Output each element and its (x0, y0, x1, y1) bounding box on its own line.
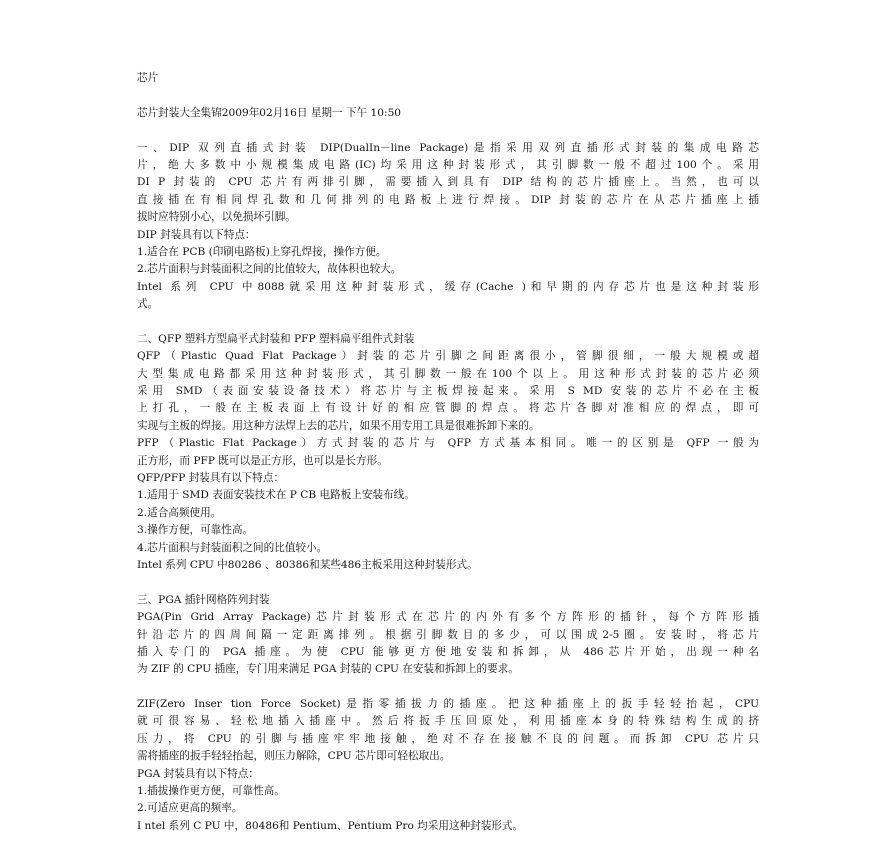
qfp-heading: 二、QFP 塑料方型扁平式封装和 PFP 塑料扁平组件式封装 (137, 332, 415, 345)
dip-line-2: 片，绝大多数中小规模集成电路(IC)均采用这种封装形式，其引脚数一般不超过100个。采用 (137, 158, 759, 171)
dip-line-5: 拔时应特别小心，以免损坏引脚。 (137, 211, 296, 224)
qfp-features-heading: QFP/PFP 封装具有以下特点： (137, 471, 285, 484)
qfp-line-2: 大型集成电路都采用这种封装形式，其引脚数一般在100个以上。用这种形式封装的芯片必须 (137, 367, 759, 380)
dip-features-heading: DIP 封装具有以下特点： (137, 228, 256, 241)
dip-line-4: 直接插在有相同焊孔数和几何排列的电路板上进行焊接。DIP 封装的芯片在从芯片插座上插 (137, 193, 759, 206)
zif-line-2: 就可很容易、轻松地插入插座中。然后将扳手压回原处，利用插座本身的特殊结构生成的挤 (137, 715, 759, 728)
qfp-intel-line: Intel 系列 CPU 中80286 、80386和某些486主板采用这种封装形式。 (137, 558, 478, 571)
zif-line-4: 需将插座的扳手轻轻抬起，则压力解除，CPU 芯片即可轻松取出。 (137, 750, 451, 763)
dip-intel-line-end: 式。 (137, 298, 159, 311)
pga-intel-line: I ntel 系列 C PU 中，80486和 Pentium、Pentium Pro 均采用这种封装形式。 (137, 819, 524, 832)
qfp-line-1: QFP（Plastic Quad Flat Package）封装的芯片引脚之间距离很小，管脚很细，一般大规模或超 (137, 350, 759, 363)
qfp-feature-2: 2.适合高频使用。 (137, 506, 222, 519)
qfp-line-3: 采用 SMD（表面安装设备技术）将芯片与主板焊接起来。采用 S MD 安装的芯片不必在主板 (137, 385, 759, 398)
dip-line-1: 一、DIP 双列直插式封装 DIP(DualIn－line Package)是指采用双列直插形式封装的集成电路芯 (137, 141, 759, 154)
pga-features-heading: PGA 封装具有以下特点： (137, 767, 259, 780)
qfp-line-4: 上打孔，一般在主板表面上有设计好的相应管脚的焊点。将芯片各脚对准相应的焊点，即可 (137, 402, 759, 415)
pfp-line-1: PFP（Plastic Flat Package）方式封装的芯片与 QFP 方式基本相同。唯一的区别是 QFP 一般为 (137, 437, 759, 450)
qfp-feature-4: 4.芯片面积与封装面积之间的比值较小。 (137, 541, 328, 554)
pga-line-2: 针沿芯片的四周间隔一定距离排列。根据引脚数目的多少，可以围成2-5圈。安装时，将芯片 (137, 628, 759, 641)
dip-feature-1: 1.适合在 PCB (印刷电路板)上穿孔焊接，操作方便。 (137, 245, 387, 258)
pga-line-1: PGA(Pin Grid Array Package)芯片封装形式在芯片的内外有多个方阵形的插针，每个方阵形插 (137, 611, 759, 624)
document-body (137, 70, 759, 835)
qfp-feature-1: 1.适用于 SMD 表面安装技术在 P CB 电路板上安装布线。 (137, 489, 415, 502)
dip-intel-line: Intel 系列 CPU 中8088就采用这种封装形式，缓存(Cache )和早期的内存芯片也是这种封装形 (137, 280, 759, 293)
qfp-feature-3: 3.操作方便，可靠性高。 (137, 524, 254, 537)
dip-feature-2: 2.芯片面积与封装面积之间的比值较大，故体积也较大。 (137, 263, 402, 276)
qfp-line-5: 实现与主板的焊接。用这种方法焊上去的芯片，如果不用专用工具是很难拆卸下来的。 (137, 419, 540, 432)
zif-line-3: 压力，将 CPU 的引脚与插座牢牢地接触，绝对不存在接触不良的问题。而拆卸 CPU 芯片只 (137, 732, 759, 745)
doc-title: 芯片 (137, 72, 159, 84)
pga-feature-2: 2.可适应更高的频率。 (137, 802, 243, 815)
pga-heading: 三、PGA 插针网格阵列封装 (137, 593, 270, 606)
pfp-line-2: 正方形，而 PFP 既可以是正方形，也可以是长方形。 (137, 454, 388, 467)
pga-line-4: 为 ZIF 的 CPU 插座，专门用来满足 PGA 封装的 CPU 在安装和拆卸上的要求。 (137, 663, 519, 676)
pga-line-3: 插入专门的 PGA 插座。为使 CPU 能够更方便地安装和拆卸，从 486芯片开始，出现一种名 (137, 645, 759, 658)
pga-feature-1: 1.插拔操作更方便，可靠性高。 (137, 785, 285, 798)
doc-header: 芯片封装大全集锦2009年02月16日 星期一 下午 10:50 (137, 106, 402, 119)
zif-line-1: ZIF(Zero Inser tion Force Socket)是指零插拔力的插座。把这种插座上的扳手轻轻抬起，CPU (137, 698, 759, 711)
dip-line-3: DI P 封装的 CPU 芯片有两排引脚，需要插入到具有 DIP 结构的芯片插座上。当然，也可以 (137, 176, 759, 189)
